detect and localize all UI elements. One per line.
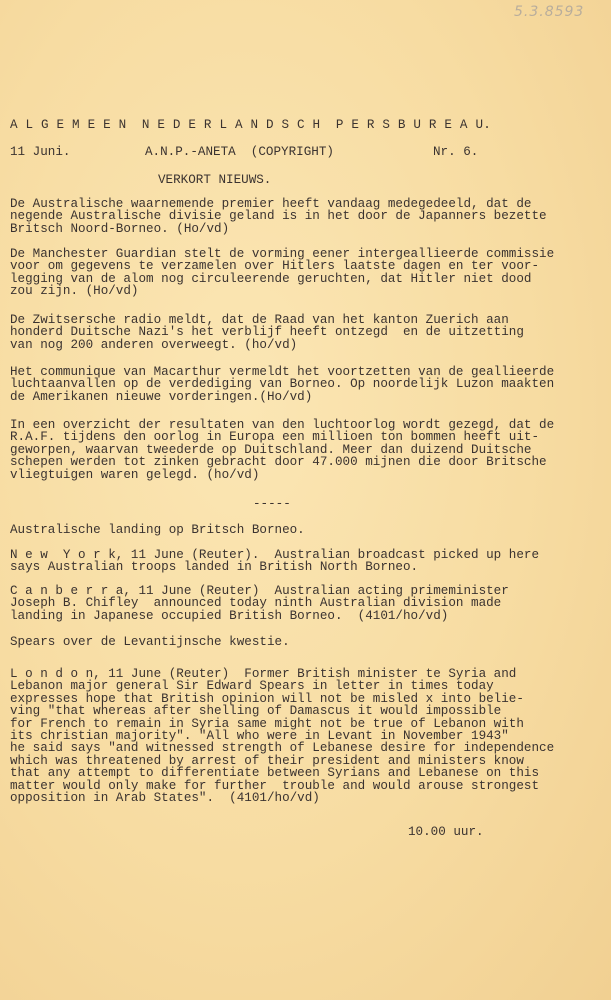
text-line: expresses hope that British opinion will not be misled x into belie-: [10, 691, 524, 706]
archive-mark: 5.3.8593: [514, 4, 585, 20]
text-line: vliegtuigen waren gelegd. (ho/vd): [10, 467, 260, 482]
text-line: landing in Japanese occupied British Borneo. (4101/ho/vd): [10, 608, 449, 623]
text-line: De Manchester Guardian stelt de vorming eener intergeallieerde commissie: [10, 247, 555, 261]
text-line: which was threatened by arrest of their president and ministers know: [10, 753, 524, 768]
text-line: says Australian troops landed in British North Borneo.: [10, 560, 419, 575]
divider: -----: [253, 497, 291, 511]
text-line: geworpen, waarvan tweederde op Duitschland. Meer dan duizend Duitsche: [10, 442, 532, 457]
text-line: for French to remain in Syria same might not be true of Lebanon with: [10, 716, 524, 731]
dispatch-paragraph: [10, 585, 509, 622]
text-line: Britsch Noord-Borneo. (Ho/vd): [10, 221, 230, 236]
date: 11 Juni.: [10, 145, 71, 159]
text-line: its christian majority". "All who were in Levant in November 1943": [10, 728, 509, 743]
signoff-time: 10.00 uur.: [408, 825, 484, 839]
dispatch-paragraph: [10, 549, 539, 574]
news-paragraph: [10, 198, 547, 235]
news-paragraph: [10, 419, 554, 481]
text-line: luchtaanvallen op de verdediging van Borneo. Op noordelijk Luzon maakten: [10, 377, 555, 392]
text-line: voor om gegevens te verzamelen over Hitlers laatste dagen en ter voor-: [10, 259, 540, 274]
text-line: N e w Y o r k, 11 June (Reuter). Australian broadcast picked up here: [10, 548, 540, 562]
text-line: De Australische waarnemende premier heeft vandaag medegedeeld, dat de: [10, 197, 532, 211]
text-line: schepen werden tot zinken gebracht door 47.000 mijnen die door Britsche: [10, 455, 547, 470]
text-line: matter would only make for further trouble and would arouse strongest: [10, 778, 540, 793]
text-line: Joseph B. Chifley announced today ninth Australian division made: [10, 596, 502, 611]
text-line: L o n d o n, 11 June (Reuter) Former British minister te Syria and: [10, 667, 517, 681]
text-line: Lebanon major general Sir Edward Spears in letter in times today: [10, 679, 494, 694]
text-line: negende Australische divisie geland is in het door de Japanners bezette: [10, 209, 547, 224]
section2-heading: Australische landing op Britsch Borneo.: [10, 523, 305, 537]
news-paragraph: [10, 366, 554, 403]
text-line: R.A.F. tijdens den oorlog in Europa een millioen ton bommen heeft uit-: [10, 430, 540, 445]
agency-title: A L G E M E E N N E D E R L A N D S C H P E R S B U R E A U.: [10, 118, 491, 132]
text-line: C a n b e r r a, 11 June (Reuter) Australian acting primeminister: [10, 584, 509, 598]
source-line: A.N.P.-ANETA (COPYRIGHT): [145, 145, 334, 159]
news-paragraph: [10, 314, 524, 351]
text-line: Het communique van Macarthur vermeldt het voortzetten van de geallieerde: [10, 365, 555, 379]
text-line: zou zijn. (Ho/vd): [10, 284, 139, 299]
text-line: van nog 200 anderen overweegt. (ho/vd): [10, 337, 298, 352]
text-line: that any attempt to differentiate between Syrians and Lebanese on this: [10, 766, 540, 781]
text-line: opposition in Arab States". (4101/ho/vd): [10, 790, 320, 805]
text-line: De Zwitsersche radio meldt, dat de Raad van het kanton Zuerich aan: [10, 313, 509, 327]
text-line: he said says "and witnessed strength of Lebanese desire for independence: [10, 741, 555, 756]
dispatch-paragraph: [10, 668, 554, 804]
text-line: In een overzicht der resultaten van den luchtoorlog wordt gezegd, dat de: [10, 418, 555, 432]
section3-heading: Spears over de Levantijnsche kwestie.: [10, 635, 290, 649]
news-paragraph: [10, 248, 554, 298]
text-line: honderd Duitsche Nazi's het verblijf heeft ontzegd en de uitzetting: [10, 325, 524, 340]
text-line: ving "that whereas after shelling of Damascus it would impossible: [10, 704, 502, 719]
text-line: legging van de alom nog circuleerende geruchten, dat Hitler niet dood: [10, 271, 532, 286]
issue-number: Nr. 6.: [433, 145, 479, 159]
section-title: VERKORT NIEUWS.: [158, 173, 272, 187]
text-line: de Amerikanen nieuwe vorderingen.(Ho/vd): [10, 389, 313, 404]
